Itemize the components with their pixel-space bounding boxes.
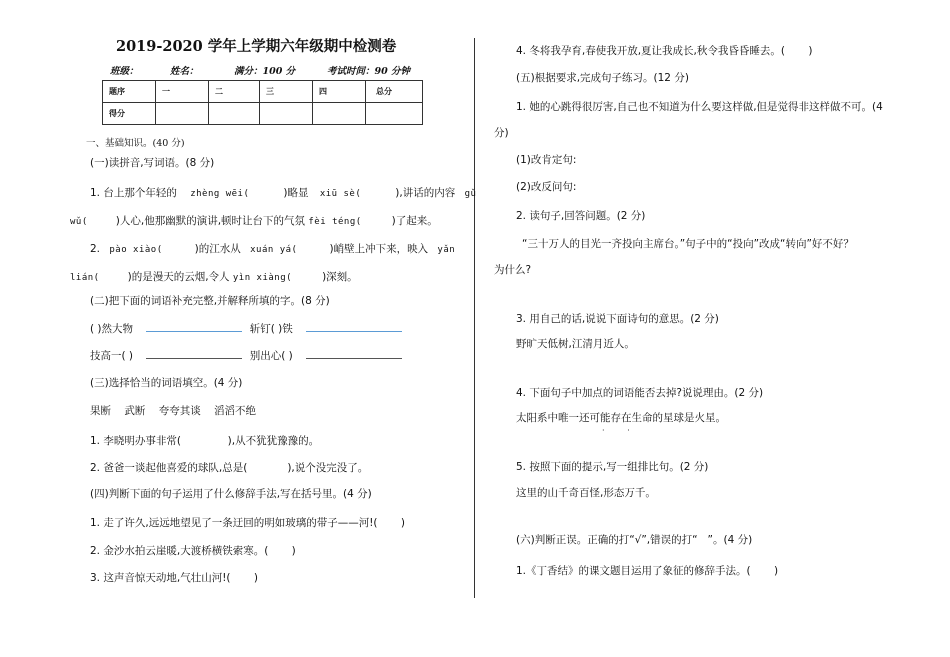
full-score-label: 满分：100 分: [234, 66, 296, 77]
score-blank-total[interactable]: [366, 103, 423, 125]
q5-item-4: 4. 下面句子中加点的词语能否去掉?说说理由。(2 分): [516, 387, 764, 399]
exam-title: 2019-2020 学年上学期六年级期中检测卷: [116, 38, 397, 55]
q4-item-2: 2. 金沙水拍云崖暖,大渡桥横铁索寒。( ): [90, 545, 296, 557]
q4-item-4: 4. 冬将我孕育,春使我开放,夏让我成长,秋令我昏昏睡去。( ): [516, 45, 813, 57]
q3-word-bank: 果断 武断 夸夸其谈 滔滔不绝: [90, 405, 257, 417]
q1-line-3: 2. pào xiào( )的江水从 xuán yá( )峭壁上冲下来，映入 yǎn: [90, 243, 456, 255]
q3-item-1: 1. 李晓明办事非常( ),从不犹犹豫豫的。: [90, 435, 320, 447]
q1-title: (一)读拼音,写词语。(8 分): [90, 157, 215, 169]
q5-item-3-poem: 野旷天低树,江清月近人。: [516, 338, 635, 350]
score-blank-4[interactable]: [313, 103, 366, 125]
q4-item-1: 1. 走了许久,远远地望见了一条迂回的明如玻璃的带子——河!( ): [90, 517, 405, 529]
q5-item-4-sentence: 太阳系中唯一还可能存在生命的星球是火星。: [516, 412, 726, 424]
q3-item-2: 2. 爸爸一谈起他喜爱的球队,总是( ),说个没完没了。: [90, 462, 369, 474]
score-cell-1: 一: [156, 81, 209, 103]
q6-item-1: 1.《丁香结》的课文题目运用了象征的修辞手法。( ): [516, 565, 779, 577]
score-cell-total: 总分: [366, 81, 423, 103]
q5-item-3: 3. 用自己的话,说说下面诗句的意思。(2 分): [516, 313, 719, 325]
class-label: 班级：: [110, 66, 139, 77]
q5-item-1-sub-1: (1)改肯定句:: [516, 154, 577, 166]
q2-line-1: ( )然大物 斩钉( )铁: [90, 322, 402, 336]
score-cell-3: 三: [260, 81, 313, 103]
q2-line-2: 技高一( ) 别出心( ): [90, 349, 402, 363]
score-cell-label: 题序: [103, 81, 156, 103]
q4-item-3: 3. 这声音惊天动地,气壮山河!( ): [90, 572, 258, 584]
name-label: 姓名：: [170, 66, 199, 77]
answer-line[interactable]: [146, 358, 242, 359]
score-table-header-row: [103, 81, 423, 103]
q6-title: (六)判断正误。正确的打“√”,错误的打“ ”。(4 分): [516, 534, 753, 546]
column-divider: [474, 38, 475, 598]
score-cell-2: 二: [209, 81, 260, 103]
emphasis-dots: · ·: [602, 426, 640, 435]
score-table: [102, 80, 423, 125]
answer-line[interactable]: [146, 331, 242, 332]
q5-title: (五)根据要求,完成句子练习。(12 分): [516, 72, 689, 84]
q1-line-4: lián( )的是漫天的云烟,令人 yìn xiàng( )深刻。: [70, 271, 358, 283]
q2-title: (二)把下面的词语补充完整,并解释所填的字。(8 分): [90, 295, 330, 307]
score-blank-2[interactable]: [209, 103, 260, 125]
answer-line[interactable]: [306, 358, 402, 359]
answer-line[interactable]: [306, 331, 402, 332]
score-cell-4: 四: [313, 81, 366, 103]
q5-item-2-quote: “三十万人的目光一齐投向主席台。”句子中的“投向”改成“转向”好不好？: [522, 238, 854, 250]
score-blank-1[interactable]: [156, 103, 209, 125]
q3-title: (三)选择恰当的词语填空。(4 分): [90, 377, 243, 389]
q5-item-1-sub-2: (2)改反问句:: [516, 181, 577, 193]
score-blank-3[interactable]: [260, 103, 313, 125]
q5-item-2-why: 为什么?: [494, 264, 532, 276]
q5-item-5-sentence: 这里的山千奇百怪,形态万千。: [516, 487, 656, 499]
section-1-heading: 一、基础知识。(40 分): [86, 138, 185, 149]
q5-item-1: 1. 她的心跳得很厉害,自己也不知道为什么要这样做,但是觉得非这样做不可。(4: [516, 101, 883, 113]
q1-line-1: 1. 台上那个年轻的 zhèng wēi( )略显 xiū sè( ),讲话的内容 gǔ: [90, 187, 477, 199]
q4-title: (四)判断下面的句子运用了什么修辞手法,写在括号里。(4 分): [90, 488, 372, 500]
score-table-score-row: [103, 103, 423, 125]
q5-item-5: 5. 按照下面的提示,写一组排比句。(2 分): [516, 461, 709, 473]
q1-line-2: wǔ( )人心,他那幽默的演讲,顿时让台下的气氛 fèi téng( )了起来。: [70, 215, 438, 227]
q5-item-1-cont: 分): [494, 127, 509, 139]
score-row-label: 得分: [103, 103, 156, 125]
q5-item-2: 2. 读句子,回答问题。(2 分): [516, 210, 646, 222]
exam-time-label: 考试时间：90 分钟: [327, 66, 411, 77]
